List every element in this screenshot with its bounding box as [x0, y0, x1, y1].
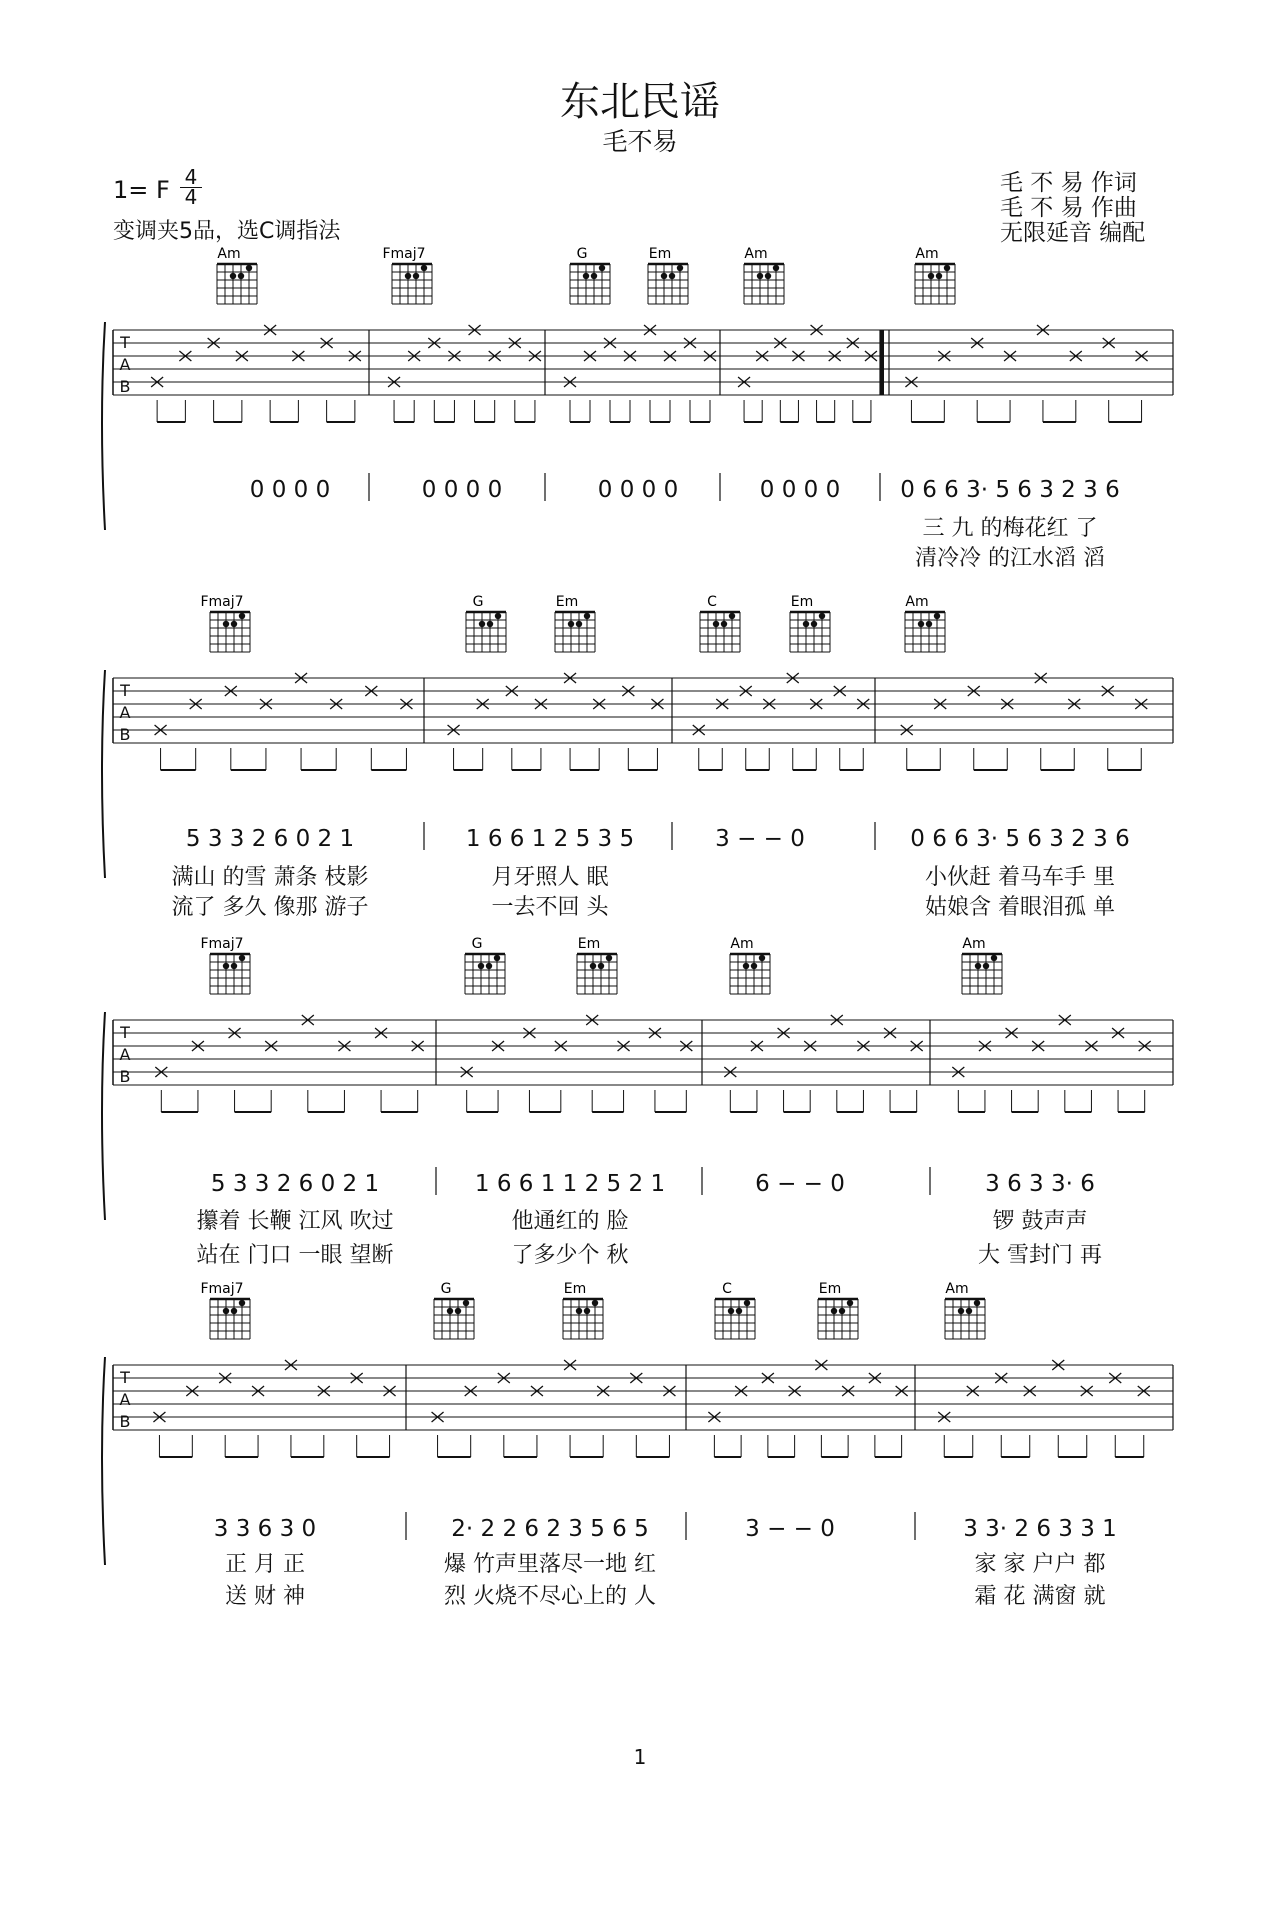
- finger-dot: [773, 265, 779, 271]
- finger-dot: [478, 963, 484, 969]
- chord-diagram: [962, 936, 1002, 994]
- lyric-verse-1: 攥着 长鞭 江风 吹过: [196, 1209, 394, 1234]
- finger-dot: [958, 1308, 964, 1314]
- chord-name: Fmaj7: [200, 936, 244, 952]
- lyric-verse-1: 三 九 的梅花红 了: [922, 516, 1098, 541]
- time-signature-numerator: 4: [184, 165, 198, 189]
- jianpu-notation: 1 6 6 1 2 5 3 5: [465, 826, 635, 852]
- finger-dot: [918, 621, 924, 627]
- song-title: 东北民谣: [560, 79, 720, 125]
- finger-dot: [728, 1308, 734, 1314]
- finger-dot: [486, 963, 492, 969]
- tab-clef-letter: T: [120, 1023, 130, 1042]
- lyric-verse-1: 他通红的 脸: [511, 1209, 629, 1234]
- chord-name: C: [722, 1281, 732, 1297]
- finger-dot: [223, 621, 229, 627]
- finger-dot: [413, 273, 419, 279]
- lyric-verse-2: 姑娘含 着眼泪孤 单: [925, 895, 1115, 920]
- artist-name: 毛不易: [602, 127, 678, 156]
- tab-clef-letter: T: [120, 333, 130, 352]
- finger-dot: [584, 1308, 590, 1314]
- chord-name: Am: [962, 936, 986, 952]
- jianpu-notation: 0 0 0 0: [249, 477, 331, 503]
- chord-name: G: [440, 1281, 452, 1297]
- chord-diagram: [563, 1281, 603, 1339]
- chord-diagram: [790, 594, 830, 652]
- jianpu-notation: 0 0 0 0: [421, 477, 503, 503]
- key-signature: 1= F: [113, 176, 170, 204]
- chord-diagram: [382, 246, 432, 304]
- chord-name: Am: [945, 1281, 969, 1297]
- chord-diagram: [744, 246, 784, 304]
- finger-dot: [231, 1308, 237, 1314]
- chord-diagram: [466, 594, 506, 652]
- finger-dot: [661, 273, 667, 279]
- chord-name: Am: [915, 246, 939, 262]
- finger-dot: [839, 1308, 845, 1314]
- lyric-verse-1: 月牙照人 眠: [491, 865, 609, 890]
- lyric-verse-2: 了多少个 秋: [511, 1243, 629, 1268]
- finger-dot: [936, 273, 942, 279]
- finger-dot: [590, 963, 596, 969]
- lyric-verse-1: 锣 鼓声声: [992, 1209, 1088, 1234]
- chord-diagram: [905, 594, 945, 652]
- finger-dot: [576, 1308, 582, 1314]
- finger-dot: [591, 273, 597, 279]
- chord-name: Em: [563, 1281, 587, 1297]
- finger-dot: [811, 621, 817, 627]
- chord-diagram: [200, 1281, 250, 1339]
- jianpu-notation: 0 6 6 3· 5 6 3 2 3 6: [910, 826, 1130, 852]
- finger-dot: [759, 955, 765, 961]
- lyric-verse-2: 大 雪封门 再: [978, 1243, 1102, 1268]
- lyric-verse-1: 满山 的雪 萧条 枝影: [171, 865, 369, 890]
- finger-dot: [576, 621, 582, 627]
- lyric-verse-2: 清冷冷 的江水滔 滔: [915, 546, 1105, 571]
- jianpu-notation: 3 3 6 3 0: [213, 1516, 317, 1542]
- jianpu-notation: 0 0 0 0: [597, 477, 679, 503]
- tab-clef-letter: B: [119, 725, 131, 744]
- composer-credit: 毛 不 易 作曲: [1000, 195, 1137, 221]
- finger-dot: [239, 1300, 245, 1306]
- chord-name: Em: [790, 594, 814, 610]
- chord-diagram: [434, 1281, 474, 1339]
- finger-dot: [744, 1300, 750, 1306]
- finger-dot: [479, 621, 485, 627]
- finger-dot: [568, 621, 574, 627]
- chord-diagram: [648, 246, 688, 304]
- jianpu-notation: 6 − − 0: [755, 1171, 845, 1197]
- chord-name: G: [472, 594, 484, 610]
- chord-diagram: [200, 594, 250, 652]
- finger-dot: [934, 613, 940, 619]
- finger-dot: [669, 273, 675, 279]
- chord-name: G: [471, 936, 483, 952]
- finger-dot: [928, 273, 934, 279]
- finger-dot: [239, 613, 245, 619]
- chord-name: Am: [905, 594, 929, 610]
- system-brace: [102, 1012, 105, 1220]
- chord-diagram: [577, 936, 617, 994]
- finger-dot: [991, 955, 997, 961]
- jianpu-notation: 5 3 3 2 6 0 2 1: [185, 826, 355, 852]
- chord-name: Em: [577, 936, 601, 952]
- jianpu-notation: 0 0 0 0: [759, 477, 841, 503]
- finger-dot: [494, 955, 500, 961]
- lyric-verse-2: 一去不回 头: [491, 895, 609, 920]
- chord-diagram: [217, 246, 257, 304]
- time-signature-denominator: 4: [180, 187, 202, 207]
- tab-clef-letter: A: [119, 355, 131, 374]
- jianpu-notation: 3 3· 2 6 3 3 1: [963, 1516, 1117, 1542]
- tab-clef-letter: A: [119, 703, 131, 722]
- finger-dot: [606, 955, 612, 961]
- finger-dot: [831, 1308, 837, 1314]
- lyric-verse-2: 站在 门口 一眼 望断: [196, 1243, 394, 1268]
- chord-name: Am: [730, 936, 754, 952]
- finger-dot: [966, 1308, 972, 1314]
- chord-diagram: [555, 594, 595, 652]
- lyric-verse-2: 送 财 神: [225, 1584, 305, 1609]
- finger-dot: [231, 963, 237, 969]
- chord-name: Em: [818, 1281, 842, 1297]
- finger-dot: [239, 955, 245, 961]
- finger-dot: [583, 273, 589, 279]
- system-brace: [102, 670, 105, 878]
- lyric-verse-2: 烈 火烧不尽心上的 人: [444, 1584, 656, 1609]
- finger-dot: [975, 963, 981, 969]
- finger-dot: [246, 265, 252, 271]
- jianpu-notation: 3 6 3 3· 6: [985, 1171, 1095, 1197]
- lyric-verse-1: 爆 竹声里落尽一地 红: [444, 1552, 656, 1577]
- finger-dot: [803, 621, 809, 627]
- finger-dot: [487, 621, 493, 627]
- finger-dot: [926, 621, 932, 627]
- finger-dot: [599, 265, 605, 271]
- chord-diagram: [818, 1281, 858, 1339]
- jianpu-notation: 3 − − 0: [715, 826, 805, 852]
- page-number: 1: [633, 1745, 647, 1769]
- finger-dot: [751, 963, 757, 969]
- tab-clef-letter: A: [119, 1390, 131, 1409]
- chord-name: Am: [744, 246, 768, 262]
- finger-dot: [592, 1300, 598, 1306]
- lyric-verse-2: 霜 花 满窗 就: [974, 1584, 1106, 1609]
- finger-dot: [974, 1300, 980, 1306]
- system-brace: [102, 322, 105, 530]
- chord-name: Em: [555, 594, 579, 610]
- finger-dot: [421, 265, 427, 271]
- jianpu-notation: 3 − − 0: [745, 1516, 835, 1542]
- jianpu-notation: 2· 2 2 6 2 3 5 6 5: [451, 1516, 649, 1542]
- finger-dot: [983, 963, 989, 969]
- finger-dot: [495, 613, 501, 619]
- lyric-verse-1: 家 家 户户 都: [974, 1552, 1106, 1577]
- tab-clef-letter: T: [120, 681, 130, 700]
- chord-diagram: [730, 936, 770, 994]
- chord-name: Em: [648, 246, 672, 262]
- finger-dot: [765, 273, 771, 279]
- chord-diagram: [915, 246, 955, 304]
- finger-dot: [455, 1308, 461, 1314]
- tab-clef-letter: T: [120, 1368, 130, 1387]
- capo-note: 变调夹5品，选C调指法: [113, 219, 341, 244]
- jianpu-notation: 0 6 6 3· 5 6 3 2 3 6: [900, 477, 1120, 503]
- tab-clef-letter: B: [119, 1412, 131, 1431]
- chord-name: Am: [217, 246, 241, 262]
- finger-dot: [231, 621, 237, 627]
- chord-name: Fmaj7: [200, 594, 244, 610]
- chord-diagram: [200, 936, 250, 994]
- tab-clef-letter: B: [119, 377, 131, 396]
- finger-dot: [736, 1308, 742, 1314]
- chord-name: G: [576, 246, 588, 262]
- finger-dot: [238, 273, 244, 279]
- finger-dot: [944, 265, 950, 271]
- finger-dot: [447, 1308, 453, 1314]
- finger-dot: [847, 1300, 853, 1306]
- chord-diagram: [715, 1281, 755, 1339]
- chord-name: C: [707, 594, 717, 610]
- finger-dot: [223, 963, 229, 969]
- finger-dot: [743, 963, 749, 969]
- finger-dot: [757, 273, 763, 279]
- jianpu-notation: 5 3 3 2 6 0 2 1: [210, 1171, 380, 1197]
- finger-dot: [598, 963, 604, 969]
- lyric-verse-2: 流了 多久 像那 游子: [171, 895, 369, 920]
- tab-clef-letter: B: [119, 1067, 131, 1086]
- finger-dot: [405, 273, 411, 279]
- chord-name: Fmaj7: [200, 1281, 244, 1297]
- lyricist-credit: 毛 不 易 作词: [1000, 170, 1137, 196]
- chord-diagram: [700, 594, 740, 652]
- chord-diagram: [570, 246, 610, 304]
- jianpu-notation: 1 6 6 1 1 2 5 2 1: [474, 1171, 666, 1197]
- finger-dot: [819, 613, 825, 619]
- chord-diagram: [945, 1281, 985, 1339]
- lyric-verse-1: 小伙赶 着马车手 里: [925, 865, 1115, 890]
- finger-dot: [463, 1300, 469, 1306]
- tab-clef-letter: A: [119, 1045, 131, 1064]
- chord-name: Fmaj7: [382, 246, 426, 262]
- arranger-credit: 无限延音 编配: [1000, 220, 1146, 246]
- finger-dot: [677, 265, 683, 271]
- lyric-verse-1: 正 月 正: [225, 1552, 305, 1577]
- finger-dot: [713, 621, 719, 627]
- finger-dot: [584, 613, 590, 619]
- system-brace: [102, 1357, 105, 1565]
- finger-dot: [729, 613, 735, 619]
- chord-diagram: [465, 936, 505, 994]
- finger-dot: [721, 621, 727, 627]
- finger-dot: [223, 1308, 229, 1314]
- finger-dot: [230, 273, 236, 279]
